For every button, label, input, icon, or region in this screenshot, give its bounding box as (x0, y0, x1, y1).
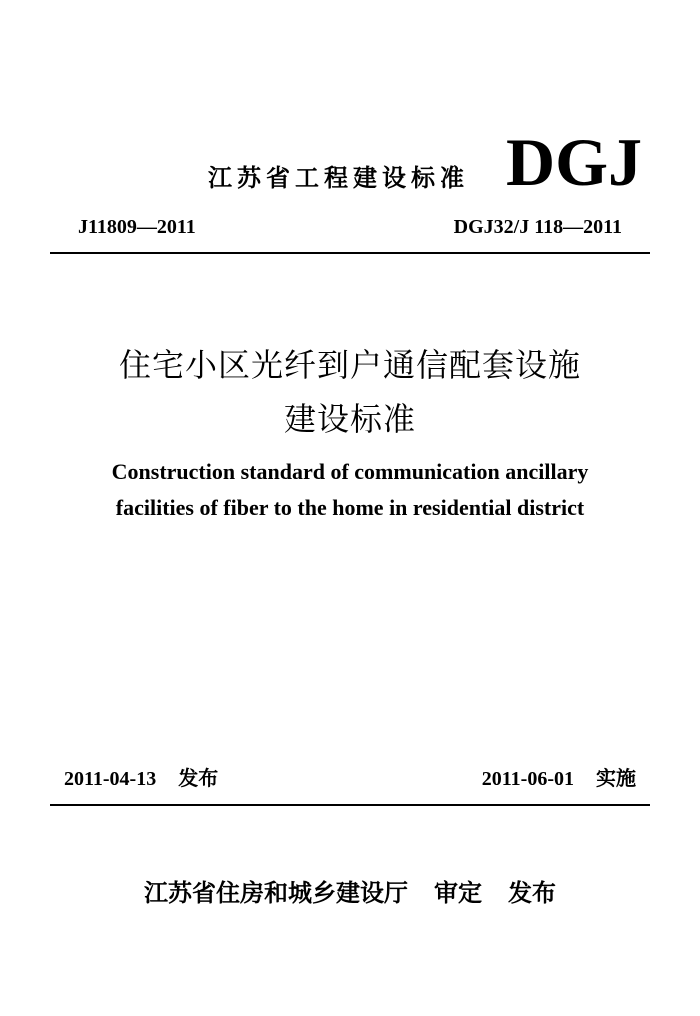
series-name: 江苏省工程建设标准 (208, 164, 469, 192)
issue-date-row (64, 762, 218, 791)
standard-number: DGJ32/J 118—2011 (453, 216, 622, 238)
series-code: DGJ (506, 124, 642, 200)
effective-date-row (482, 762, 636, 791)
effective-label: 实施 (596, 766, 636, 790)
title-chinese-line-2: 建设标准 (283, 400, 416, 438)
effective-date: 2011-06-01 (481, 768, 574, 790)
title-english-line-2: facilities of fiber to the home in residential district (115, 495, 585, 520)
bottom-divider (50, 804, 650, 806)
record-number: J11809—2011 (78, 216, 196, 238)
issue-label: 发布 (178, 766, 219, 790)
issue-date: 2011-04-13 (64, 768, 157, 790)
title-english-line-1: Construction standard of communication ancillary (111, 459, 589, 484)
issuer-approve: 审定 (434, 879, 482, 907)
issuer-line (0, 873, 700, 908)
top-divider (50, 252, 650, 254)
title-chinese-line-1: 住宅小区光纤到户通信配套设施 (118, 346, 581, 384)
issuer-publish: 发布 (508, 879, 556, 907)
standard-series-header (0, 124, 700, 200)
issuer-name: 江苏省住房和城乡建设厅 (144, 879, 408, 907)
